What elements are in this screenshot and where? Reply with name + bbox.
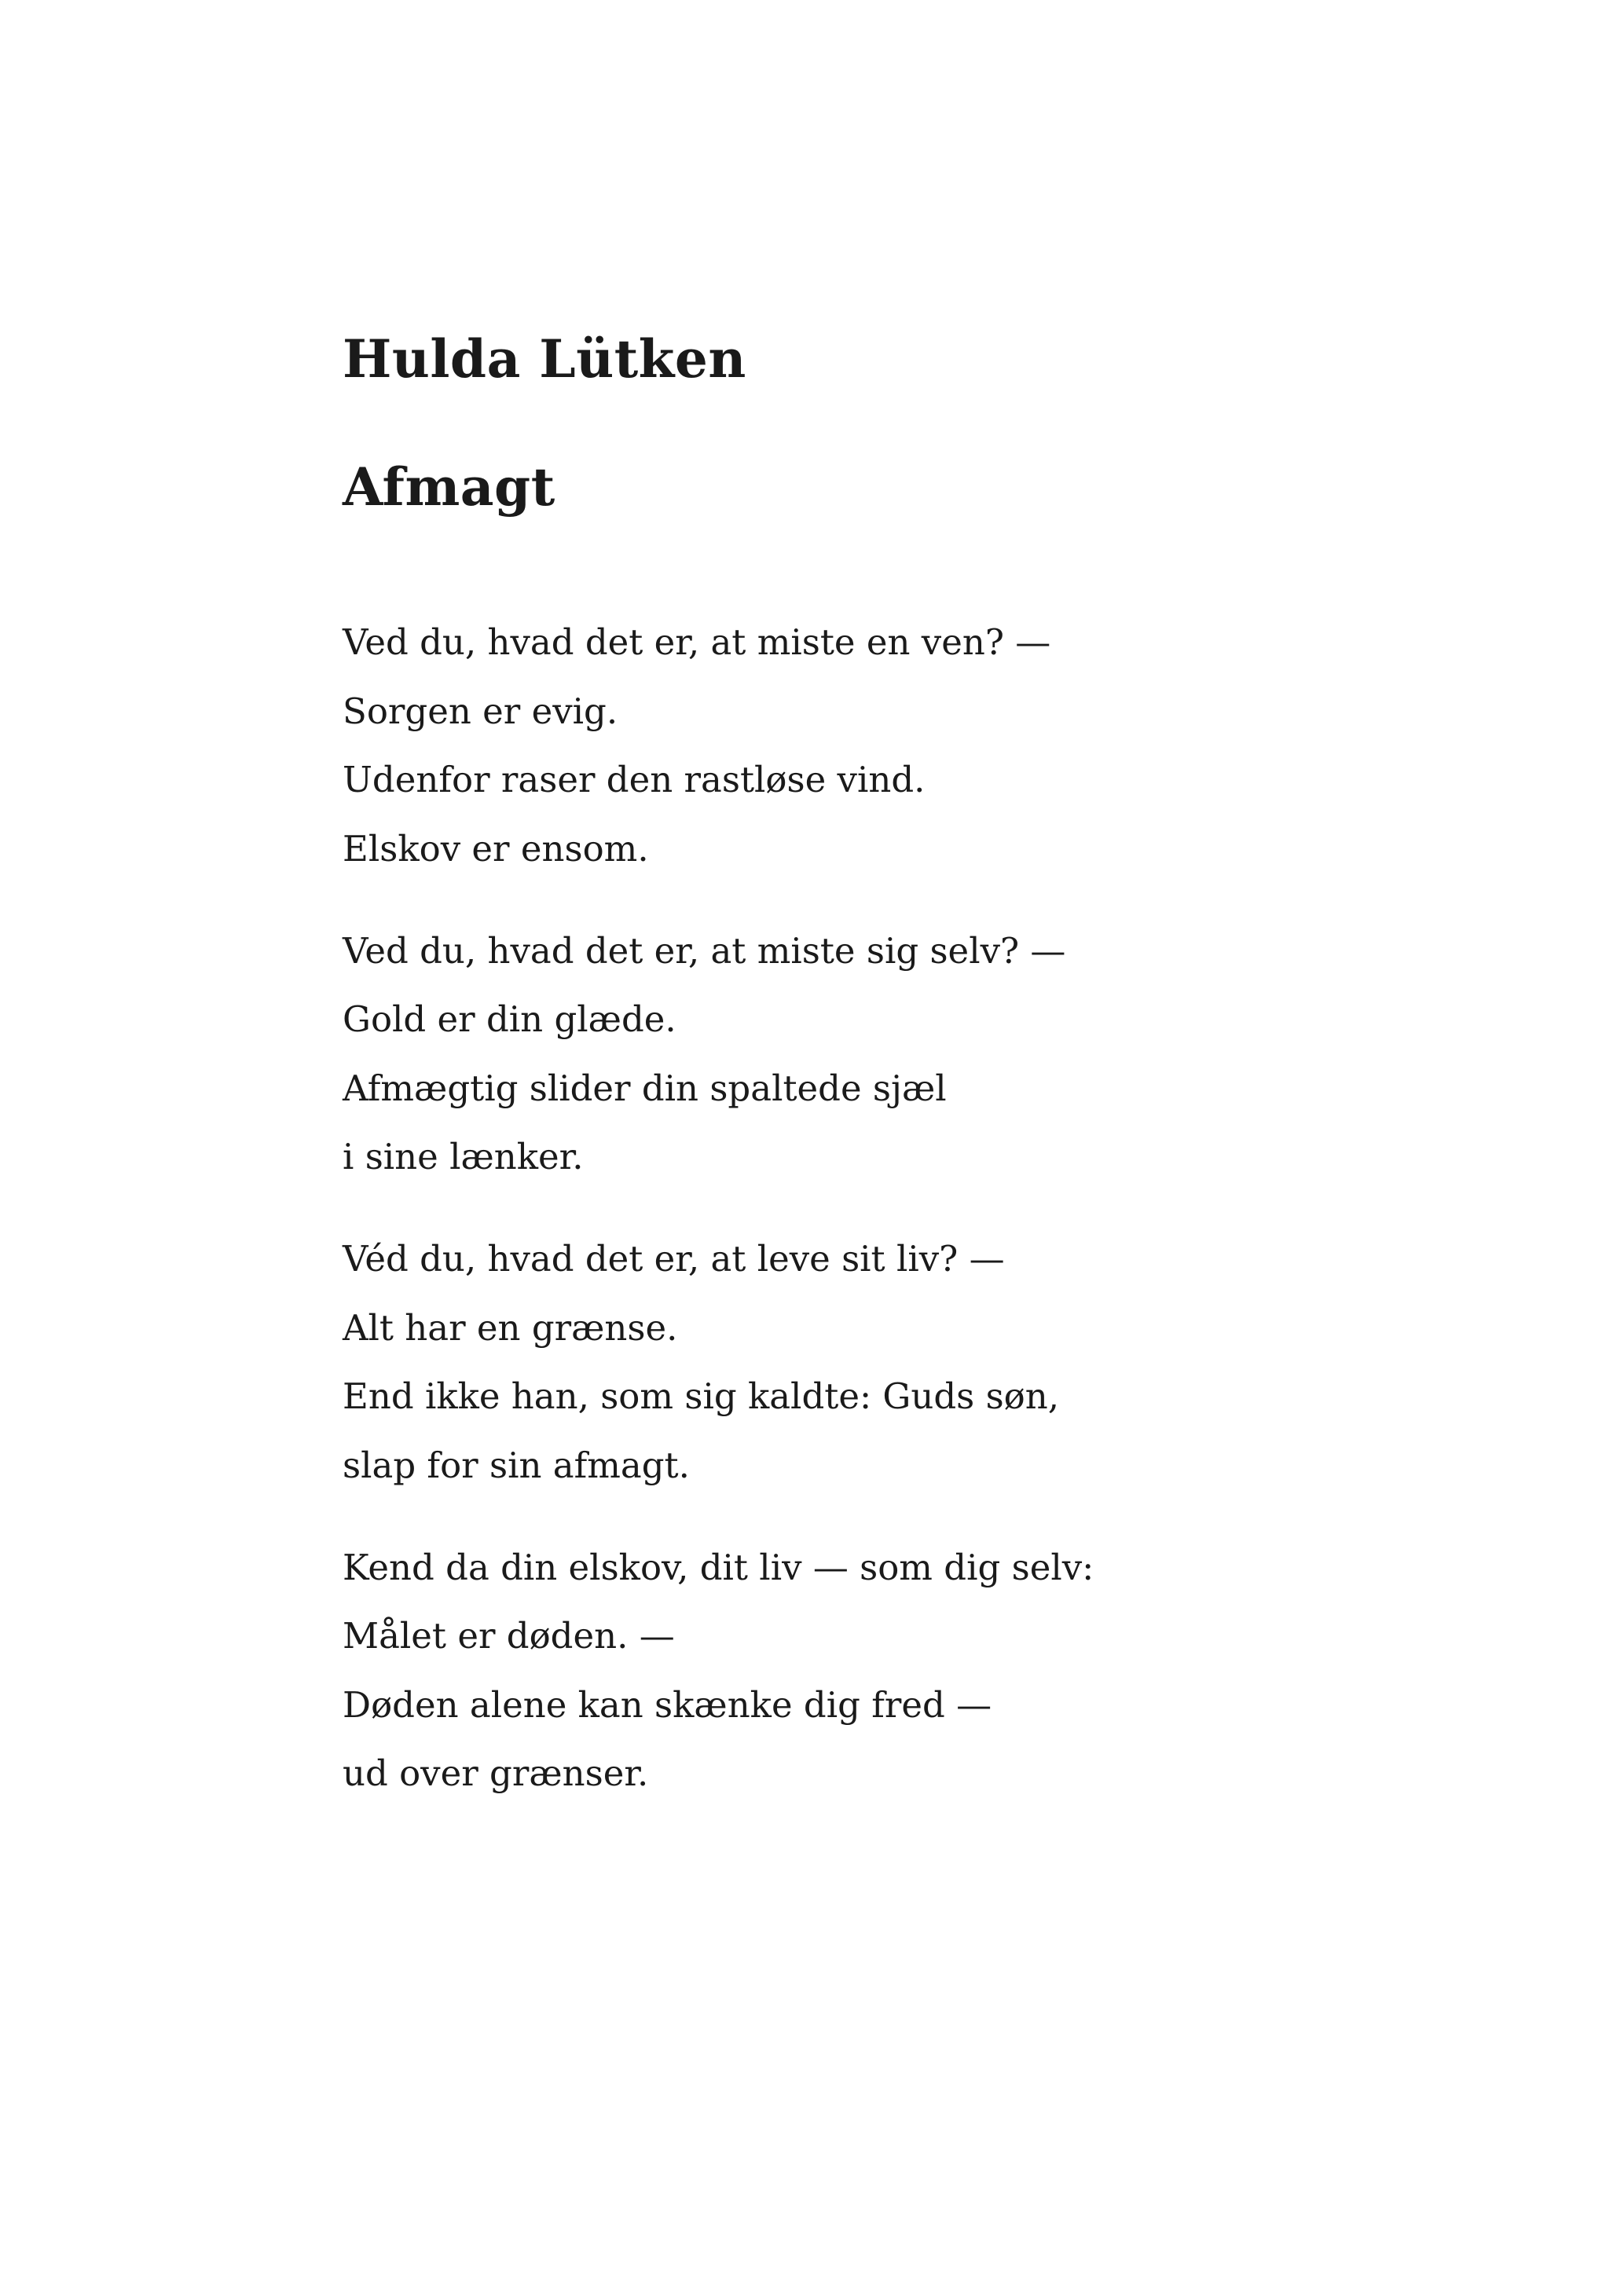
poem-line: Véd du, hvad det er, at leve sit liv? — <box>343 1238 1005 1280</box>
poem-line: End ikke han, som sig kaldte: Guds søn, <box>343 1375 1060 1417</box>
poem-line: Udenfor raser den rastløse vind. <box>343 759 926 800</box>
poem-line: slap for sin afmagt. <box>343 1445 690 1486</box>
poem-line: Ved du, hvad det er, at miste en ven? — <box>343 621 1051 663</box>
poem-line: Kend da din elskov, dit liv — som dig selv: <box>343 1547 1094 1588</box>
poem-line: Alt har en grænse. <box>343 1307 678 1349</box>
poem-line: Afmægtig slider din spaltede sjæl <box>343 1067 947 1109</box>
poem-line: Gold er din glæde. <box>343 998 676 1040</box>
poem-line: Målet er døden. — <box>343 1615 675 1657</box>
poem-line: Ved du, hvad det er, at miste sig selv? — <box>343 930 1066 972</box>
author-heading: Hulda Lütken <box>343 328 746 390</box>
poem-line: Døden alene kan skænke dig fred — <box>343 1684 992 1726</box>
poem-title: Afmagt <box>343 456 555 518</box>
poem-line: ud over grænser. <box>343 1752 649 1794</box>
poem-line: Sorgen er evig. <box>343 690 618 732</box>
poem-line: Elskov er ensom. <box>343 828 649 870</box>
poem-line: i sine lænker. <box>343 1136 584 1177</box>
